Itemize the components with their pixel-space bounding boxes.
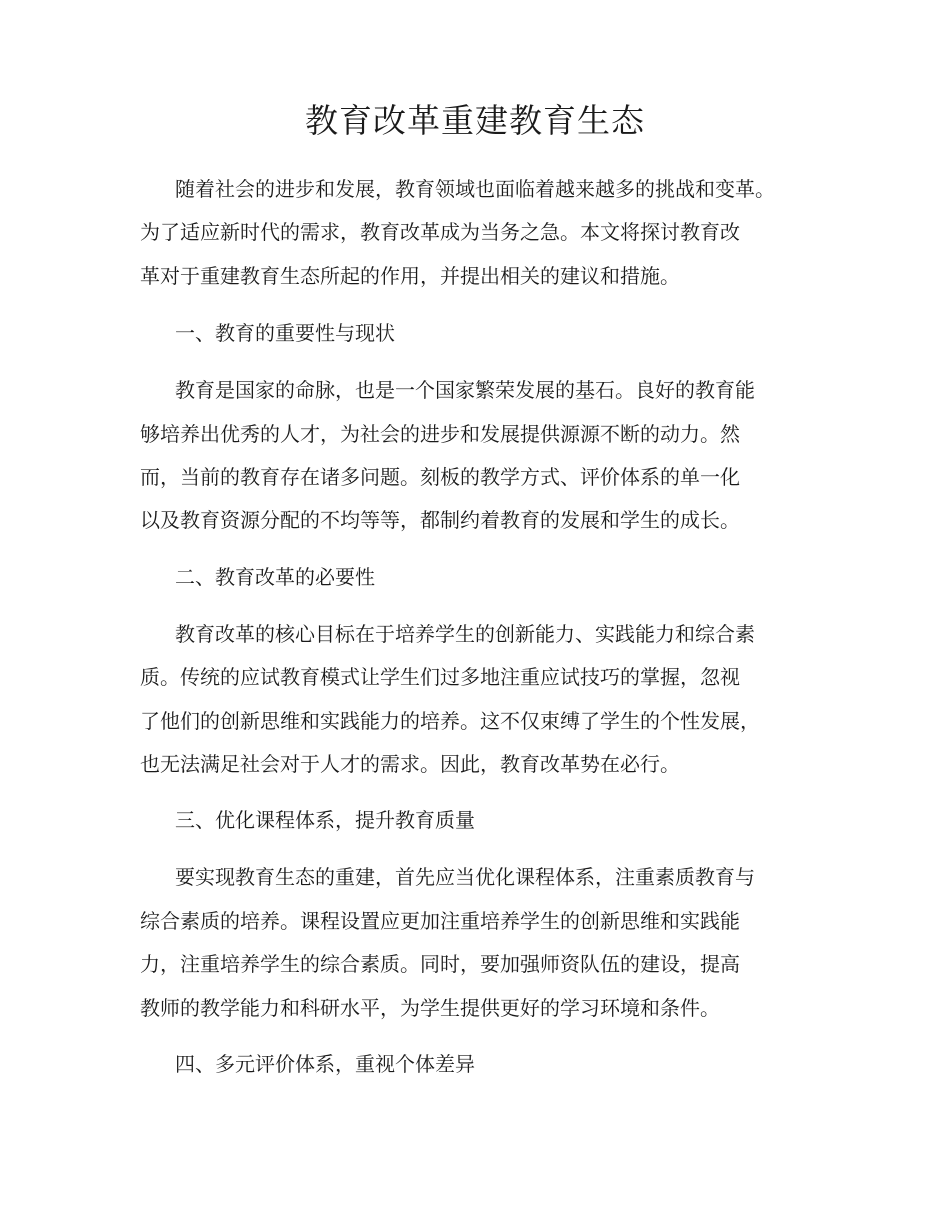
text-line: 综合素质的培养。课程设置应更加注重培养学生的创新思维和实践能 (140, 909, 740, 933)
section-heading: 四、多元评价体系，重视个体差异 (175, 1052, 475, 1076)
text-line: 力，注重培养学生的综合素质。同时，要加强师资队伍的建设，提高 (140, 952, 740, 976)
text-line: 要实现教育生态的重建，首先应当优化课程体系，注重素质教育与 (175, 865, 755, 889)
text-line: 教育改革的核心目标在于培养学生的创新能力、实践能力和综合素 (175, 622, 755, 646)
document-title: 教育改革重建教育生态 (305, 101, 645, 140)
text-line: 教育是国家的命脉，也是一个国家繁荣发展的基石。良好的教育能 (175, 378, 755, 402)
text-line: 教师的教学能力和科研水平，为学生提供更好的学习环境和条件。 (140, 996, 720, 1020)
text-line: 质。传统的应试教育模式让学生们过多地注重应试技巧的掌握，忽视 (140, 665, 740, 689)
text-line: 随着社会的进步和发展，教育领域也面临着越来越多的挑战和变革。 (175, 177, 775, 201)
text-line: 也无法满足社会对于人才的需求。因此，教育改革势在必行。 (140, 752, 680, 776)
section-heading: 一、教育的重要性与现状 (175, 321, 395, 345)
text-line: 为了适应新时代的需求，教育改革成为当务之急。本文将探讨教育改 (140, 220, 740, 244)
text-line: 以及教育资源分配的不均等等，都制约着教育的发展和学生的成长。 (140, 508, 740, 532)
section-heading: 二、教育改革的必要性 (175, 565, 375, 589)
text-line: 革对于重建教育生态所起的作用，并提出相关的建议和措施。 (140, 264, 680, 288)
text-line: 了他们的创新思维和实践能力的培养。这不仅束缚了学生的个性发展， (140, 709, 760, 733)
text-line: 够培养出优秀的人才，为社会的进步和发展提供源源不断的动力。然 (140, 422, 740, 446)
section-heading: 三、优化课程体系，提升教育质量 (175, 808, 475, 832)
text-line: 而，当前的教育存在诸多问题。刻板的教学方式、评价体系的单一化 (140, 465, 740, 489)
